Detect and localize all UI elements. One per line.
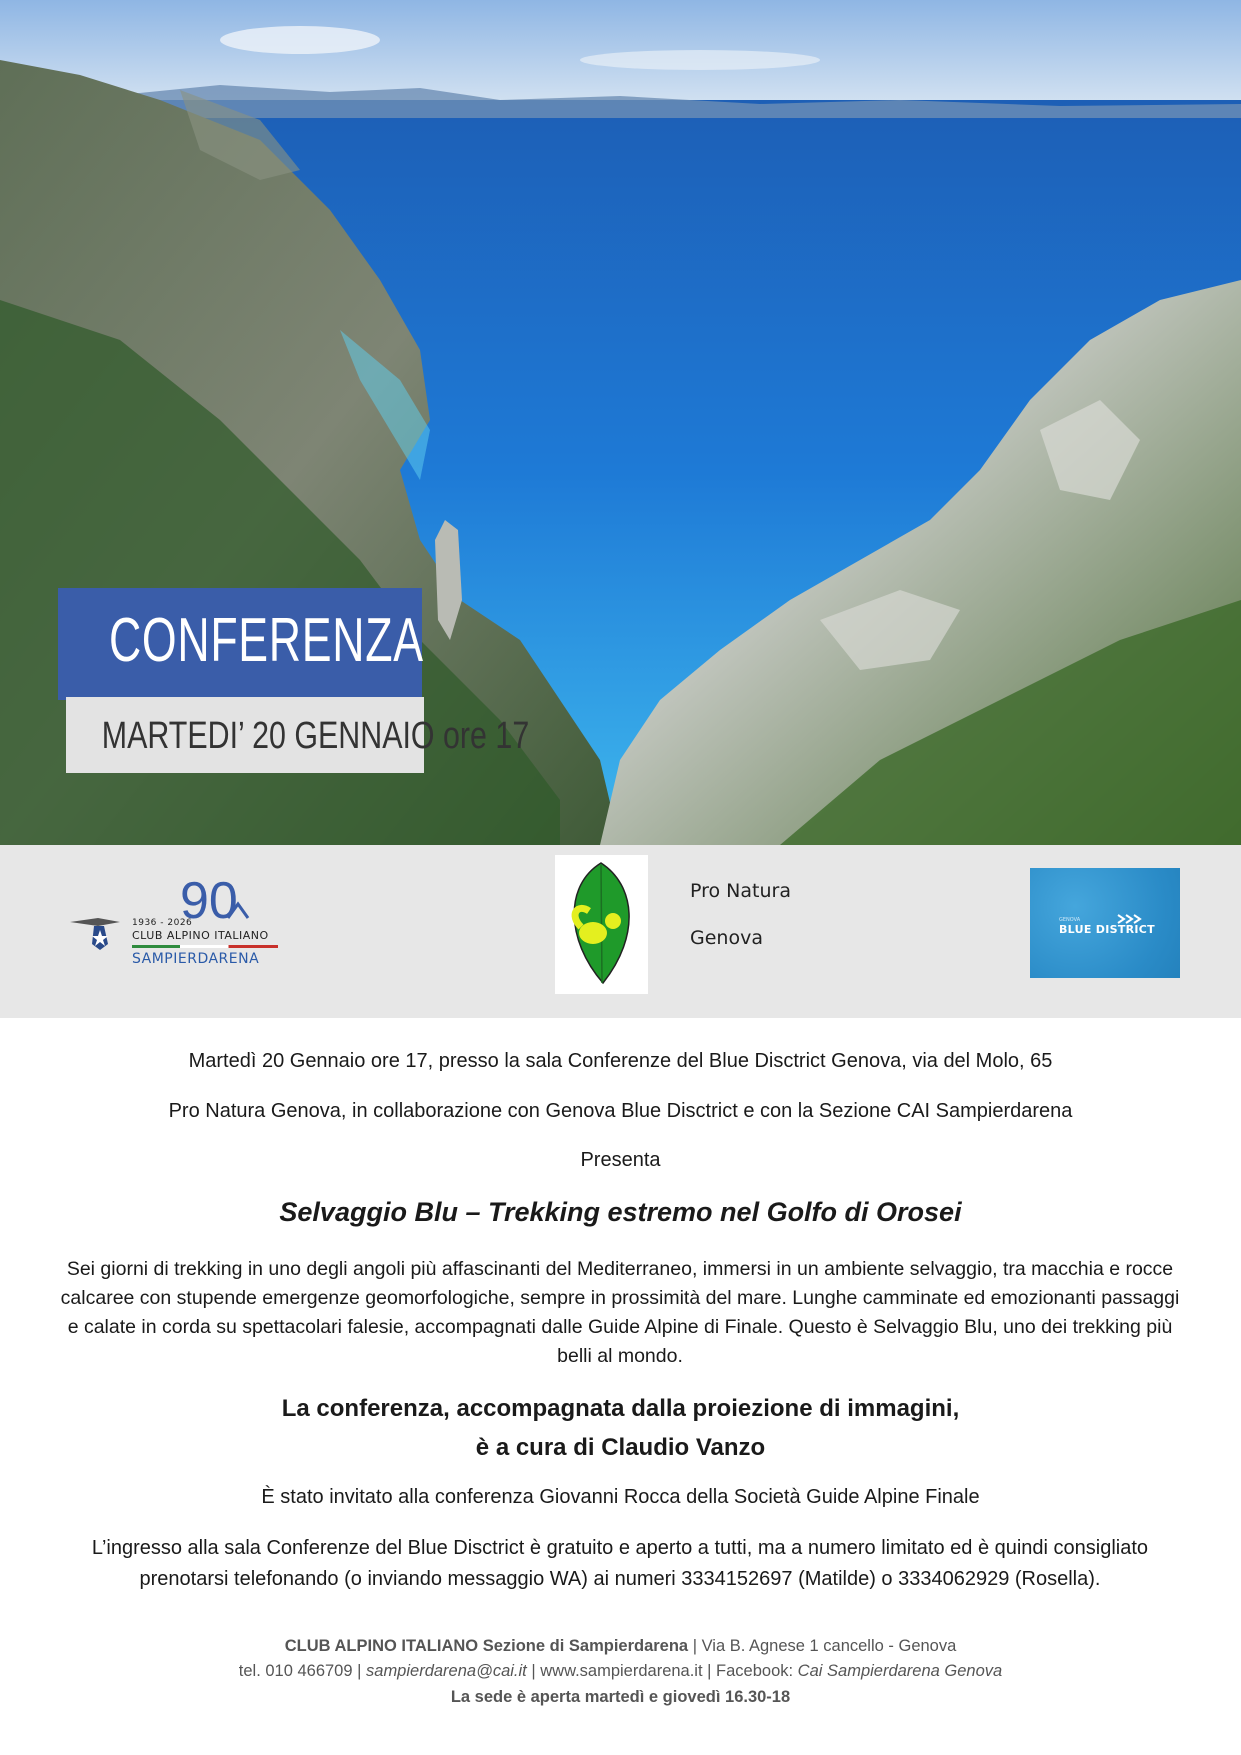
footer-facebook[interactable]: Cai Sampierdarena Genova — [797, 1662, 1003, 1680]
arrows-icon — [1116, 913, 1144, 925]
conference-title: CONFERENZA — [108, 606, 424, 675]
footer-phone: tel. 010 466709 — [238, 1662, 353, 1680]
date-banner — [66, 697, 530, 773]
cai-section-name: SAMPIERDARENA — [132, 951, 260, 967]
event-headline: Selvaggio Blu – Trekking estremo nel Golfo di Orosei — [279, 1197, 962, 1227]
event-description: Sei giorni di trekking in uno degli angoli più affascinanti del Mediterraneo, immersi in un ambiente selvaggio, tra macchia e rocce calcaree con stupende emergenze geomorfologiche, sempre in prossimità del mare. Lunghe camminate ed emozionanti passaggi e calate in corda su spettacolari falesie, accompagnati dalle Guide Alpine di Finale. Questo è Selvaggio Blu, uno dei trekking più belli al mondo. — [60, 1258, 1180, 1367]
presenta: Presenta — [580, 1149, 661, 1171]
leaf-squirrel-icon — [555, 855, 648, 994]
organizers: Pro Natura Genova, in collaborazione con Genova Blue Disctrict e con la Sezione CAI Sampierdarena — [168, 1100, 1073, 1122]
cai-years: 1936 - 2026 — [132, 918, 193, 928]
pro-natura-city: Genova — [690, 927, 763, 949]
conference-info-line2: è a cura di Claudio Vanzo — [475, 1434, 766, 1461]
footer-website[interactable]: www.sampierdarena.it — [540, 1662, 703, 1680]
footer-line2 — [0, 1662, 1241, 1681]
footer-org: CLUB ALPINO ITALIANO Sezione di Sampierdarena — [284, 1637, 689, 1655]
pro-natura-name: Pro Natura — [690, 880, 791, 902]
conference-info-line1: La conferenza, accompagnata dalla proiezione di immagini, — [281, 1395, 960, 1422]
event-details: Martedì 20 Gennaio ore 17, presso la sala Conferenze del Blue Disctrict Genova, via del Molo, 65 — [188, 1050, 1053, 1072]
cai-number: 90 — [180, 878, 238, 930]
invited-guest: È stato invitato alla conferenza Giovanni Rocca della Società Guide Alpine Finale — [261, 1486, 980, 1508]
footer-separator: | — [702, 1662, 717, 1680]
footer-line1 — [0, 1637, 1241, 1656]
pro-natura-logo — [555, 855, 648, 994]
footer-separator: | — [688, 1637, 702, 1655]
entry-info: L’ingresso alla sala Conferenze del Blue Disctrict è gratuito e aperto a tutti, ma a numero limitato ed è quindi consigliato prenotarsi telefonando (o inviando messaggio WA) ai numeri 3334152697 (Matilde) o 3334062929 (Rosella). — [91, 1537, 1149, 1590]
blue-district-name: BLUE DISTRICT — [1059, 923, 1155, 936]
cai-club-name: CLUB ALPINO ITALIANO — [132, 929, 269, 942]
footer-email[interactable]: sampierdarena@cai.it — [366, 1662, 527, 1680]
tricolor-divider — [132, 945, 278, 948]
footer-address: Via B. Agnese 1 cancello - Genova — [701, 1637, 957, 1655]
footer-hours: La sede è aperta martedì e giovedì 16.30-18 — [450, 1688, 791, 1706]
conference-banner — [58, 588, 422, 700]
footer-separator: | — [526, 1662, 541, 1680]
blue-district-city: GENOVA — [1059, 917, 1081, 923]
footer-separator: | — [352, 1662, 367, 1680]
footer-facebook-label: Facebook: — [716, 1662, 798, 1680]
conference-date: MARTEDI’ 20 GENNAIO ore 17 — [101, 715, 530, 757]
